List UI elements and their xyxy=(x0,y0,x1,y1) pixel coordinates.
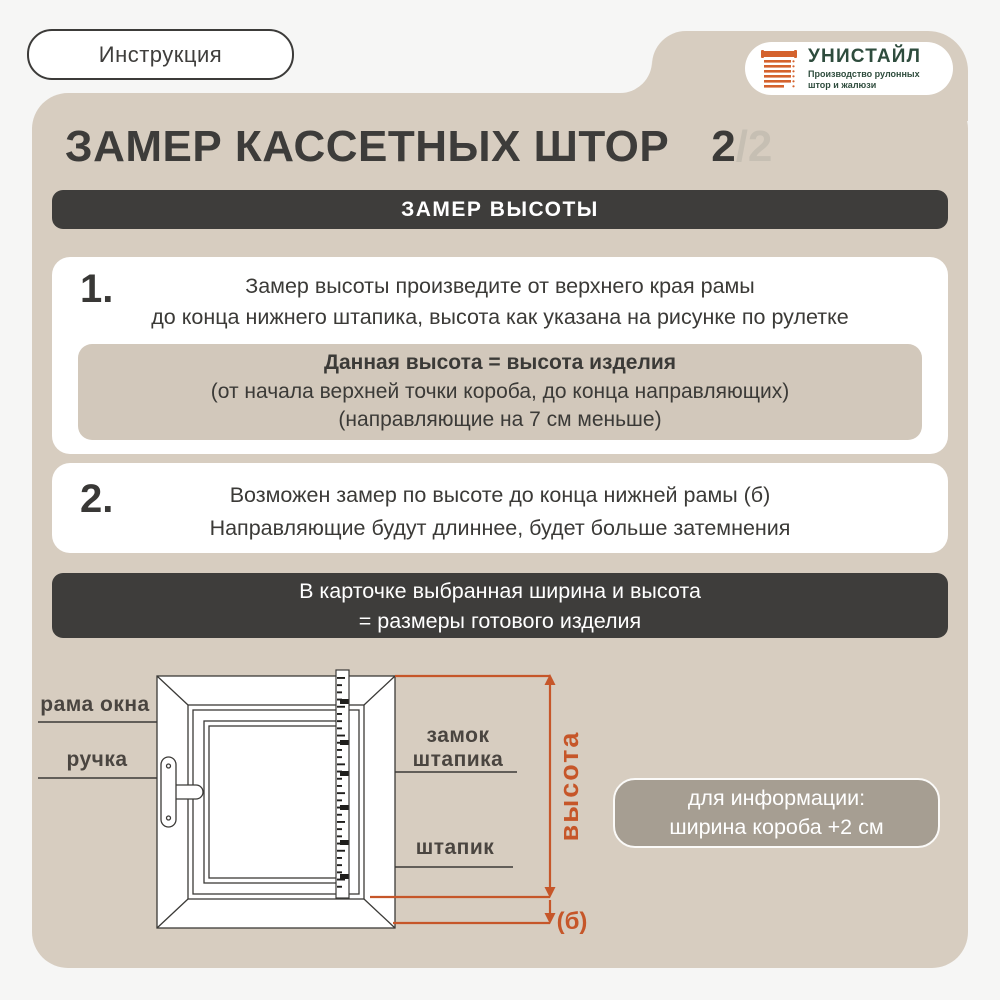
label-glazing-bead: штапик xyxy=(415,836,495,859)
page-indicator: 2/2 xyxy=(711,122,773,171)
label-height: высота xyxy=(554,730,584,842)
label-window-frame: рама окна xyxy=(40,693,150,716)
brand-text xyxy=(808,47,921,90)
section-bar-height xyxy=(52,190,948,229)
label-handle: ручка xyxy=(66,748,128,771)
section-bar-height-label: ЗАМЕР ВЫСОТЫ xyxy=(401,197,599,221)
measuring-tape xyxy=(336,670,349,898)
page-header xyxy=(65,122,772,172)
page-title: ЗАМЕР КАССЕТНЫХ ШТОР xyxy=(65,122,670,171)
section-bar-card-sizes: В карточке выбранная ширина и высота = размеры готового изделия xyxy=(52,573,948,638)
blinds-icon xyxy=(761,49,799,89)
brand-logo xyxy=(745,42,953,95)
step-2-text: Возможен замер по высоте до конца нижней рамы (б) Направляющие будут длиннее, будет больше затемнения xyxy=(209,483,791,540)
step-1-card xyxy=(52,257,948,454)
step-2-number: 2. xyxy=(80,477,114,521)
step-2-card xyxy=(52,463,948,553)
brand-tagline: Производство рулонных штор и жалюзи xyxy=(808,69,920,90)
info-box: для информации: ширина короба +2 см xyxy=(613,778,940,848)
label-bead-lock-2: штапика xyxy=(412,748,504,771)
instruction-badge xyxy=(27,29,294,80)
step-1-number: 1. xyxy=(80,267,114,311)
step-1-highlight-box: Данная высота = высота изделия (от начала верхней точки короба, до конца направляющих) (направляющие на 7 см меньше) xyxy=(78,344,922,440)
brand-name: УНИСТАЙЛ xyxy=(808,46,922,67)
height-dimension-lines xyxy=(370,676,550,923)
instruction-badge-label: Инструкция xyxy=(98,41,223,67)
label-b: (б) xyxy=(556,908,588,935)
label-bead-lock-1: замок xyxy=(426,724,490,747)
window-frame xyxy=(157,676,395,928)
window-diagram xyxy=(0,650,1000,968)
step-1-text: Замер высоты произведите от верхнего края рамы до конца нижнего штапика, высота как указана на рисунке по рулетке xyxy=(151,274,849,329)
highlight-title: Данная высота = высота изделия xyxy=(324,351,676,375)
